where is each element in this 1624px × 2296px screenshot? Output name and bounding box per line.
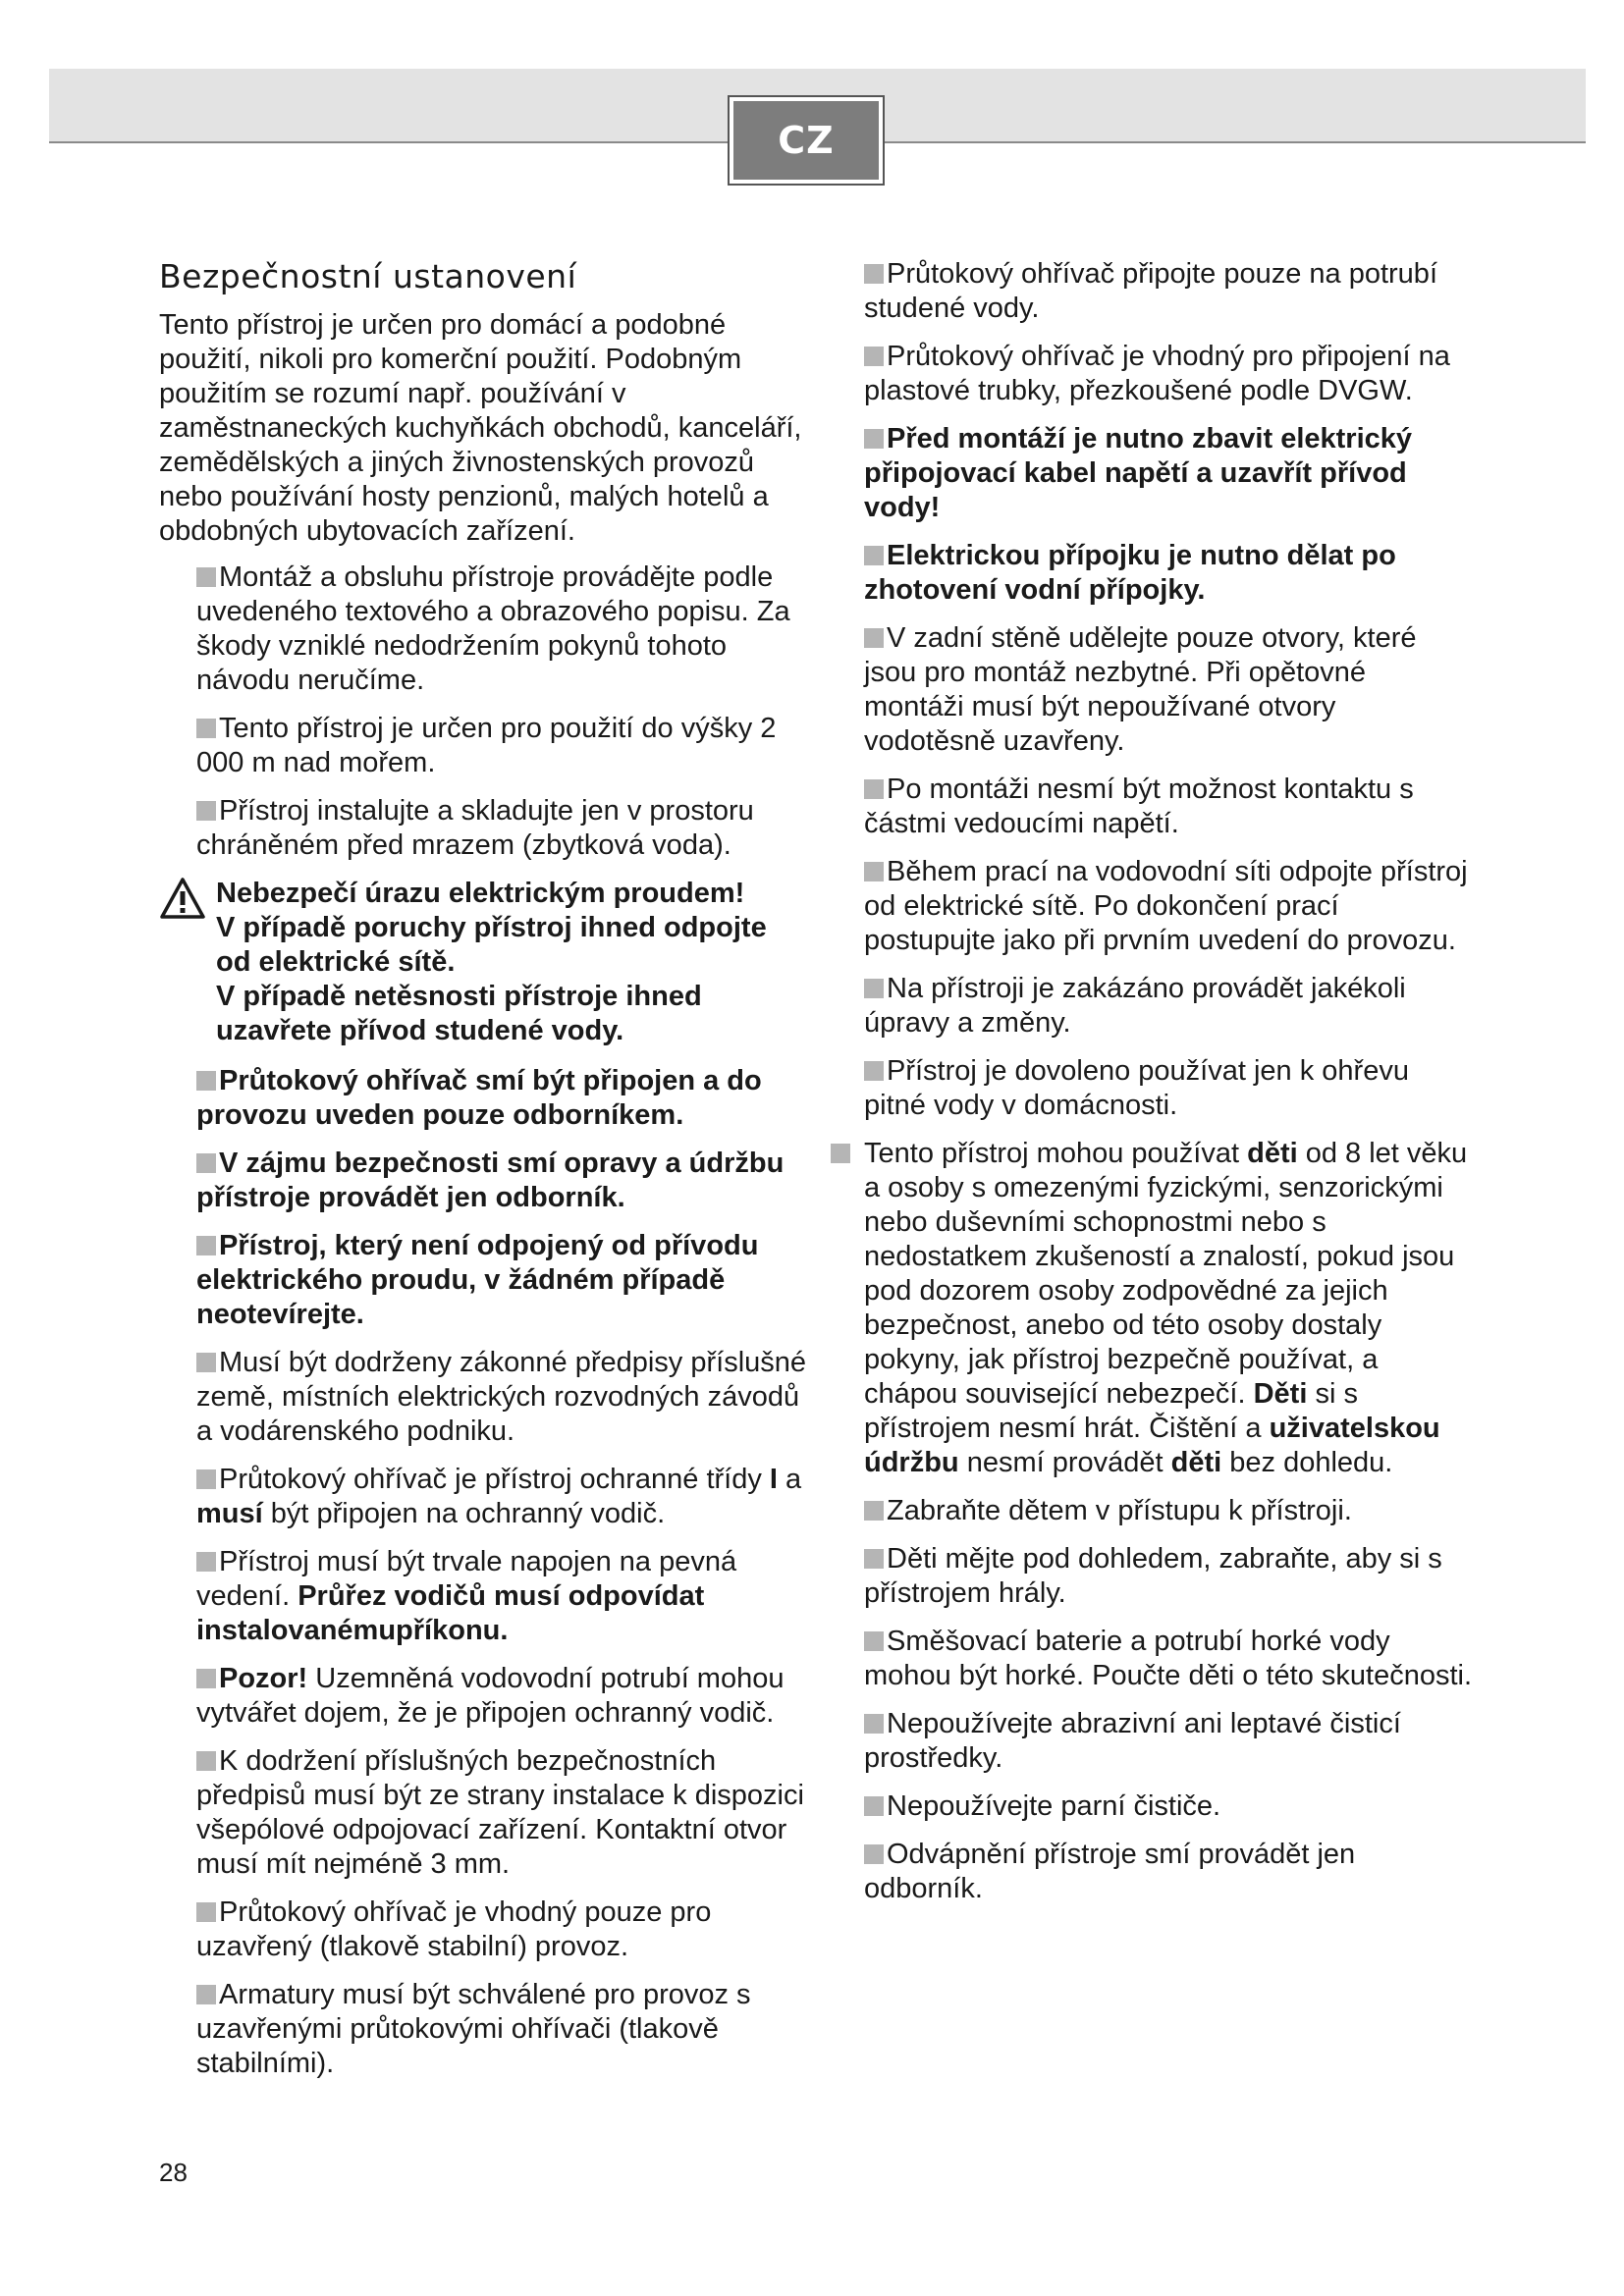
list-item: K dodržení příslušných bezpečnostních předpisů musí být ze strany instalace k dispozici všepólové odpojovací zařízení. Kontaktní otvor musí mít nejméně 3 mm. — [196, 1745, 804, 1880]
list-item: Přístroj musí být trvale napojen na pevná vedení. Průřez vodičů musí odpovídat instalovanémupříkonu. — [196, 1546, 737, 1646]
list-item: Během prací na vodovodní síti odpojte přístroj od elektrické sítě. Po dokončení prací postupujte jako při prvním uvedení do provozu. — [864, 856, 1468, 956]
bullet-square-icon — [864, 429, 884, 449]
bullet-square-icon — [864, 546, 884, 565]
bullet-square-icon — [864, 979, 884, 998]
list-item: Průtokový ohřívač smí být připojen a do provozu uveden pouze odborníkem. — [196, 1065, 762, 1131]
list-item: Zabraňte dětem v přístupu k přístroji. — [864, 1494, 1473, 1528]
list-item: Armatury musí být schválené pro provoz s uzavřenými průtokovými ohřívači (tlakově stabilními). — [196, 1979, 751, 2079]
list-item: Průtokový ohřívač je vhodný pouze pro uzavřený (tlakově stabilní) provoz. — [196, 1896, 712, 1962]
list-item: Přístroj je dovoleno používat jen k ohřevu pitné vody v domácnosti. — [864, 1055, 1409, 1121]
bullet-square-icon — [864, 1844, 884, 1864]
list-item: Přístroj instalujte a skladujte jen v prostoru chráněném před mrazem (zbytková voda). — [196, 795, 754, 861]
list-item: Přístroj, který není odpojený od přívodu elektrického proudu, v žádném případě neotevírejte. — [196, 1230, 759, 1330]
list-item: V zájmu bezpečnosti smí opravy a údržbu přístroje provádět jen odborník. — [196, 1148, 785, 1213]
bullet-square-icon — [864, 1549, 884, 1569]
warning-triangle-icon — [159, 877, 206, 920]
bullet-square-icon — [196, 1153, 216, 1173]
warning-line: Nebezpečí úrazu elektrickým proudem! — [216, 878, 745, 909]
language-badge — [728, 95, 885, 186]
bullet-square-icon — [196, 719, 216, 738]
bullet-square-icon — [196, 1669, 216, 1688]
list-item: Průtokový ohřívač připojte pouze na potrubí studené vody. — [864, 258, 1437, 324]
section-title: Bezpečnostní ustanovení — [159, 257, 577, 295]
bullet-square-icon — [864, 264, 884, 284]
intro-paragraph: Tento přístroj je určen pro domácí a podobné použití, nikoli pro komerční použití. Podobným použitím se rozumí např. používání v zaměstnaneckých kuchyňkách obchodů, kanceláří, zemědělských a jiných živnostenských provozů nebo používání hosty penzionů, malých hotelů a obdobných ubytovacích zařízení. — [159, 309, 802, 547]
bullet-square-icon — [864, 1631, 884, 1651]
list-item: Průtokový ohřívač je vhodný pro připojení na plastové trubky, přezkoušené podle DVGW. — [864, 341, 1450, 406]
language-label: CZ — [733, 101, 879, 180]
bullet-square-icon — [831, 1144, 850, 1163]
warning-line: V případě netěsnosti přístroje ihned uzavřete přívod studené vody. — [216, 981, 702, 1046]
bullet-square-icon — [864, 1714, 884, 1734]
list-item: Před montáží je nutno zbavit elektrický připojovací kabel napětí a uzavřít přívod vody! — [864, 423, 1413, 523]
list-item: Pozor! Uzemněná vodovodní potrubí mohou vytvářet dojem, že je připojen ochranný vodič. — [196, 1663, 785, 1729]
list-item: Musí být dodrženy zákonné předpisy příslušné země, místních elektrických rozvodných závodů a vodárenského podniku. — [196, 1347, 807, 1447]
list-item: Nepoužívejte abrazivní ani leptavé čisticí prostředky. — [864, 1708, 1401, 1774]
bullet-square-icon — [196, 567, 216, 587]
right-column — [864, 257, 1473, 1920]
bullet-square-icon — [864, 347, 884, 366]
list-item: Nepoužívejte parní čističe. — [864, 1789, 1473, 1824]
page-number: 28 — [159, 2158, 188, 2187]
bullet-square-icon — [864, 1061, 884, 1081]
list-item: Na přístroji je zakázáno provádět jakékoli úpravy a změny. — [864, 973, 1406, 1039]
bullet-square-icon — [864, 779, 884, 799]
bullet-square-icon — [196, 1552, 216, 1572]
bullet-square-icon — [196, 1469, 216, 1489]
bullet-square-icon — [196, 1902, 216, 1922]
bullet-square-icon — [196, 801, 216, 821]
list-item: Tento přístroj je určen pro použití do výšky 2 000 m nad mořem. — [196, 713, 777, 778]
bullet-square-icon — [864, 862, 884, 881]
electric-shock-warning — [159, 877, 807, 1048]
list-item: Po montáži nesmí být možnost kontaktu s částmi vedoucími napětí. — [864, 774, 1414, 839]
list-item: Odvápnění přístroje smí provádět jen odborník. — [864, 1839, 1356, 1904]
bullet-square-icon — [196, 1071, 216, 1091]
warning-line: V případě poruchy přístroj ihned odpojte od elektrické sítě. — [216, 912, 767, 978]
list-item: Průtokový ohřívač je přístroj ochranné třídy I a musí být připojen na ochranný vodič. — [196, 1464, 802, 1529]
bullet-square-icon — [196, 1236, 216, 1255]
children-safety-paragraph: Tento přístroj mohou používat děti od 8 let věku a osoby s omezenými fyzickými, senzorickými nebo duševními schopnostmi nebo s nedostatkem zkušeností a znalostí, pokud jsou pod dozorem osoby zodpovědné za jejich bezpečnost, anebo od této osoby dostaly pokyny, jak přístroj bezpečně používat, a chápou související nebezpečí. Děti si s přístrojem nesmí hrát. Čištění a uživatelskou údržbu nesmí provádět děti bez dohledu. — [831, 1137, 1473, 1480]
bullet-square-icon — [864, 628, 884, 648]
left-column — [159, 257, 807, 2095]
list-item: Montáž a obsluhu přístroje provádějte podle uvedeného textového a obrazového popisu. Za škody vzniklé nedodržením pokynů tohoto návodu neručíme. — [196, 561, 790, 696]
bullet-square-icon — [196, 1985, 216, 2004]
bullet-square-icon — [864, 1796, 884, 1816]
list-item: Elektrickou přípojku je nutno dělat po zhotovení vodní přípojky. — [864, 540, 1396, 606]
list-item: Děti mějte pod dohledem, zabraňte, aby si s přístrojem hrály. — [864, 1543, 1442, 1609]
bullet-square-icon — [196, 1353, 216, 1372]
list-item: V zadní stěně udělejte pouze otvory, které jsou pro montáž nezbytné. Při opětovné montáži musí být nepoužívané otvory vodotěsně uzavřeny. — [864, 622, 1417, 757]
bullet-square-icon — [864, 1501, 884, 1521]
list-item: Směšovací baterie a potrubí horké vody mohou být horké. Poučte děti o této skutečnosti. — [864, 1626, 1473, 1691]
bullet-square-icon — [196, 1751, 216, 1771]
